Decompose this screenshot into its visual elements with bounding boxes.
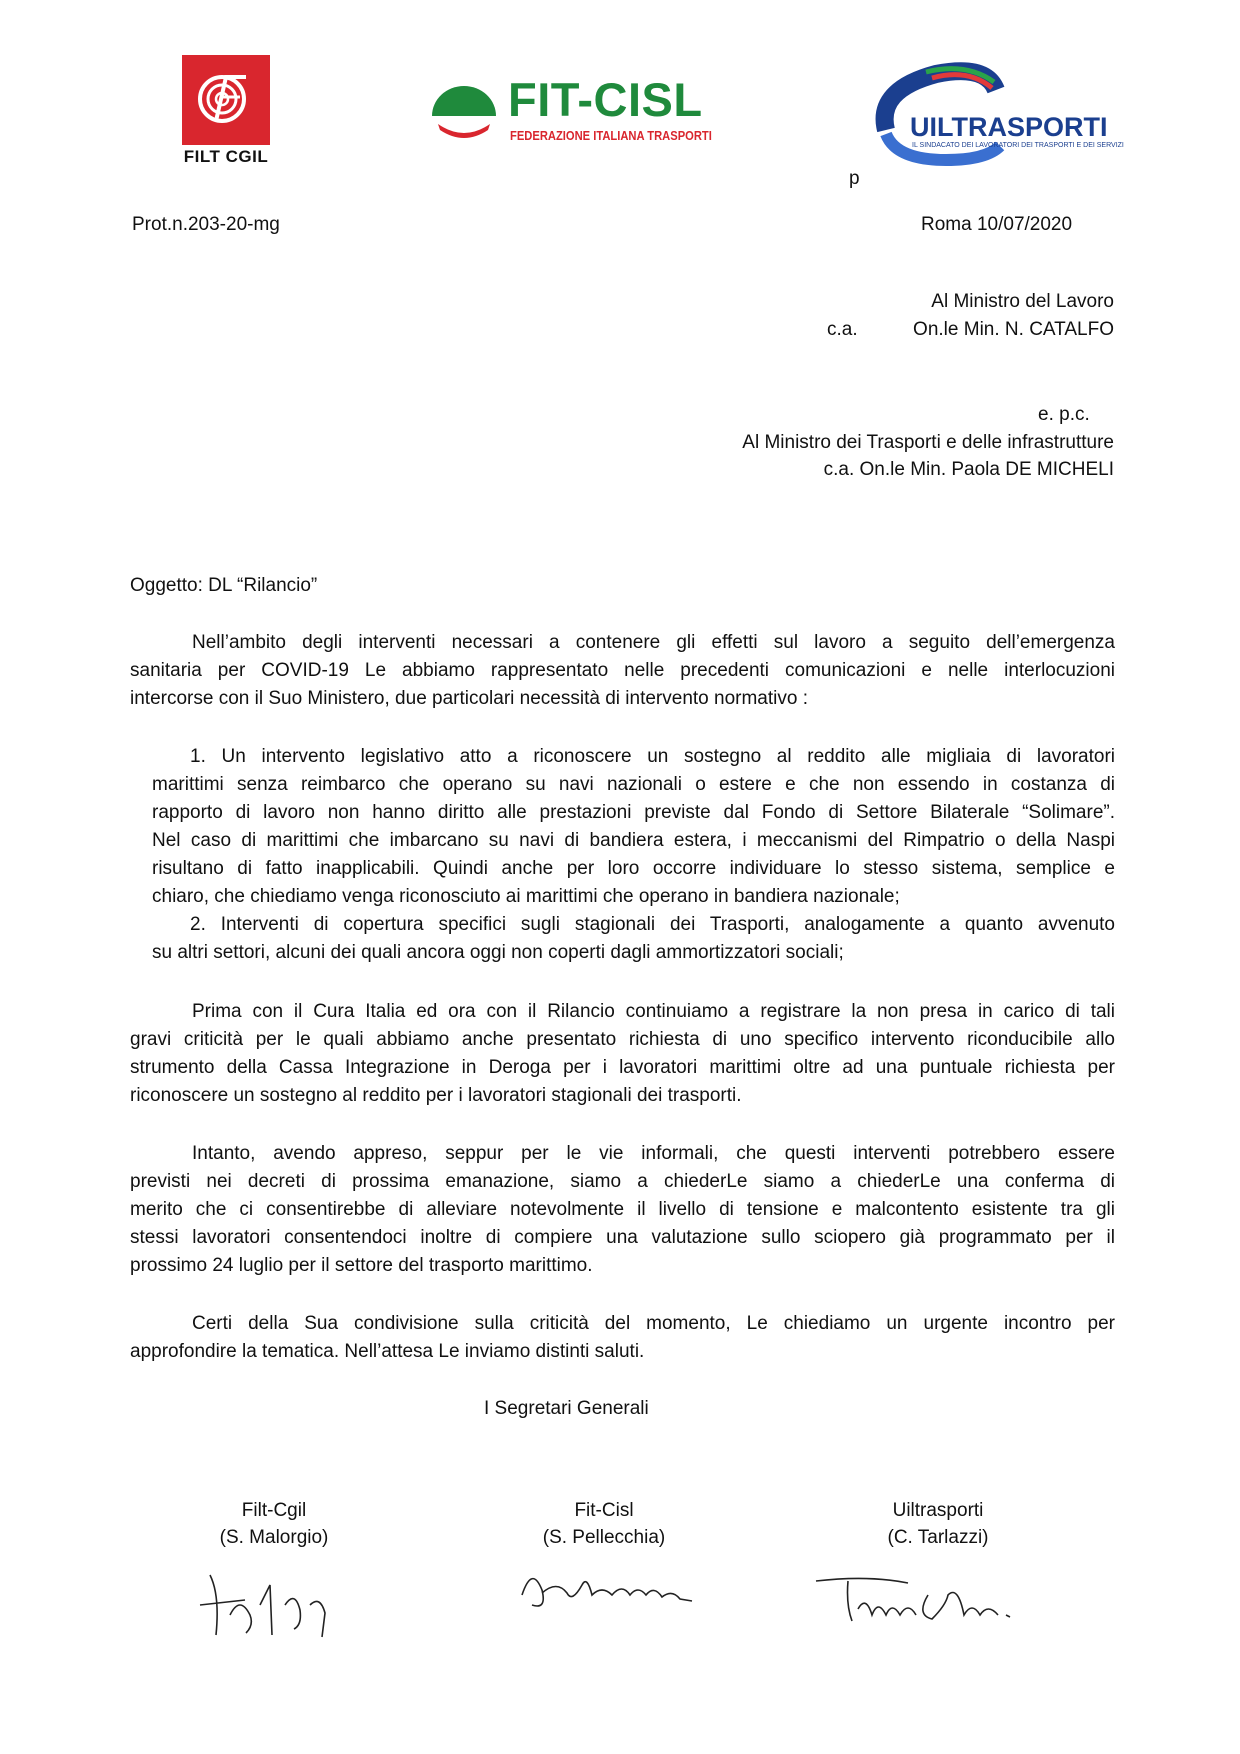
- filt-cgil-logo: [182, 55, 270, 167]
- paragraph-line: Prima con il Cura Italia ed ora con il Rilancio continuiamo a registrare la non presa in carico di tali: [192, 1001, 1115, 1022]
- signature-malorgio: [190, 1555, 360, 1655]
- list-line: rapporto di lavoro non hanno diritto alle prestazioni previste dal Fondo di Settore Bilaterale “Solimare”.: [152, 802, 1115, 823]
- fit-cisl-logo: [428, 72, 718, 152]
- paragraph-line: Nell’ambito degli interventi necessari a contenere gli effetti sul lavoro a seguito dell’emergenza: [192, 632, 1115, 653]
- fit-cisl-subtitle: FEDERAZIONE ITALIANA TRASPORTI: [510, 128, 712, 143]
- paragraph-line: gravi criticità per le quali abbiamo anche presentato richiesta di uno specifico intervento riconducibile allo: [130, 1029, 1115, 1050]
- uiltrasporti-logo: [866, 60, 1126, 170]
- closing-line: I Segretari Generali: [484, 1398, 649, 1419]
- signature-pellecchia: [512, 1555, 712, 1625]
- filt-cgil-emblem: [182, 55, 270, 145]
- protocol-number: Prot.n.203-20-mg: [132, 214, 280, 235]
- paragraph-line: approfondire la tematica. Nell’attesa Le inviamo distinti saluti.: [130, 1341, 645, 1362]
- list-line: risultano di fatto inapplicabili. Quindi anche per loro occorre individuare lo stesso sistema, semplice e: [152, 858, 1115, 879]
- list-item-1: [152, 743, 1115, 911]
- epc-label: e. p.c.: [1038, 404, 1090, 425]
- list-line: su altri settori, alcuni dei quali ancora oggi non coperti dagli ammortizzatori sociali;: [152, 942, 844, 963]
- recipient-1-title: Al Ministro del Lavoro: [931, 291, 1114, 312]
- paragraph-line: prossimo 24 luglio per il settore del trasporto marittimo.: [130, 1255, 593, 1276]
- paragraph-line: riconoscere un sostegno al reddito per i lavoratori stagionali dei trasporti.: [130, 1085, 742, 1106]
- subject-line: Oggetto: DL “Rilancio”: [130, 575, 318, 596]
- paragraph-line: intercorse con il Suo Ministero, due particolari necessità di intervento normativo :: [130, 688, 808, 709]
- paragraph-line: strumento della Cassa Integrazione in Deroga per i lavoratori marittimi oltre ad una puntuale richiesta per: [130, 1057, 1115, 1078]
- paragraph-line: Intanto, avendo appreso, seppur per le vie informali, che questi interventi potrebbero essere: [192, 1143, 1115, 1164]
- paragraph-line: sanitaria per COVID-19 Le abbiamo rappresentato nelle precedenti comunicazioni e nelle interlocuzioni: [130, 660, 1115, 681]
- paragraph-line: previsti nei decreti di prossima emanazione, siamo a chiederLe siamo a chiederLe una conferma di: [130, 1171, 1115, 1192]
- signatory-fit-cisl: [474, 1497, 734, 1551]
- list-line: marittimi senza reimbarco che operano su navi nazionali o estere e che non essendo in costanza di: [152, 774, 1115, 795]
- signatory-name: (S. Malorgio): [219, 1527, 329, 1548]
- signatory-org: Fit-Cisl: [574, 1500, 634, 1521]
- signatory-name: (S. Pellecchia): [542, 1527, 666, 1548]
- recipient-2-title: Al Ministro dei Trasporti e delle infrastrutture: [742, 432, 1114, 453]
- signatory-org: Filt-Cgil: [241, 1500, 307, 1521]
- place-date: Roma 10/07/2020: [921, 214, 1073, 235]
- list-line: 2. Interventi di copertura specifici sugli stagionali dei Trasporti, analogamente a quanto avvenuto: [190, 914, 1115, 935]
- signature-tarlazzi: [808, 1565, 1038, 1635]
- filt-cgil-label: FILT CGIL: [183, 147, 269, 166]
- signatory-org: Uiltrasporti: [892, 1500, 984, 1521]
- recipient-1-name: On.le Min. N. CATALFO: [913, 319, 1114, 340]
- list-line: Nel caso di marittimi che imbarcano su navi di bandiera estera, i meccanismi del Rimpatrio o della Naspi: [152, 830, 1115, 851]
- signatory-name: (C. Tarlazzi): [887, 1527, 989, 1548]
- paragraph-2: [130, 998, 1115, 1110]
- fit-cisl-emblem: [428, 72, 500, 144]
- paragraph-line: Certi della Sua condivisione sulla criticità del momento, Le chiediamo un urgente incontro per: [192, 1313, 1115, 1334]
- paragraph-4: [130, 1310, 1115, 1366]
- paragraph-line: stessi lavoratori consentendoci inoltre di compiere una valutazione sullo sciopero già programmato per il: [130, 1227, 1115, 1248]
- paragraph-1: [130, 629, 1115, 713]
- signatory-filt-cgil: [144, 1497, 404, 1551]
- recipient-2-name: c.a. On.le Min. Paola DE MICHELI: [823, 459, 1114, 480]
- uiltrasporti-title: UILTRASPORTI: [910, 112, 1108, 142]
- list-item-2: [152, 911, 1115, 967]
- paragraph-3: [130, 1140, 1115, 1280]
- fit-cisl-title: FIT-CISL: [508, 73, 703, 126]
- paragraph-line: merito che ci consentirebbe di alleviare notevolmente il livello di tensione e malcontento esistente tra gli: [130, 1199, 1115, 1220]
- list-line: chiaro, che chiediamo venga riconosciuto ai marittimi che operano in bandiera nazionale;: [152, 886, 900, 907]
- uiltrasporti-subtitle: IL SINDACATO DEI LAVORATORI DEI TRASPORTI E DEI SERVIZI: [912, 142, 1124, 149]
- list-line: 1. Un intervento legislativo atto a riconoscere un sostegno al reddito alle migliaia di lavoratori: [190, 746, 1115, 767]
- recipient-1-ca: c.a.: [827, 319, 858, 340]
- stray-mark: p: [849, 168, 860, 189]
- signatory-uiltrasporti: [808, 1497, 1068, 1551]
